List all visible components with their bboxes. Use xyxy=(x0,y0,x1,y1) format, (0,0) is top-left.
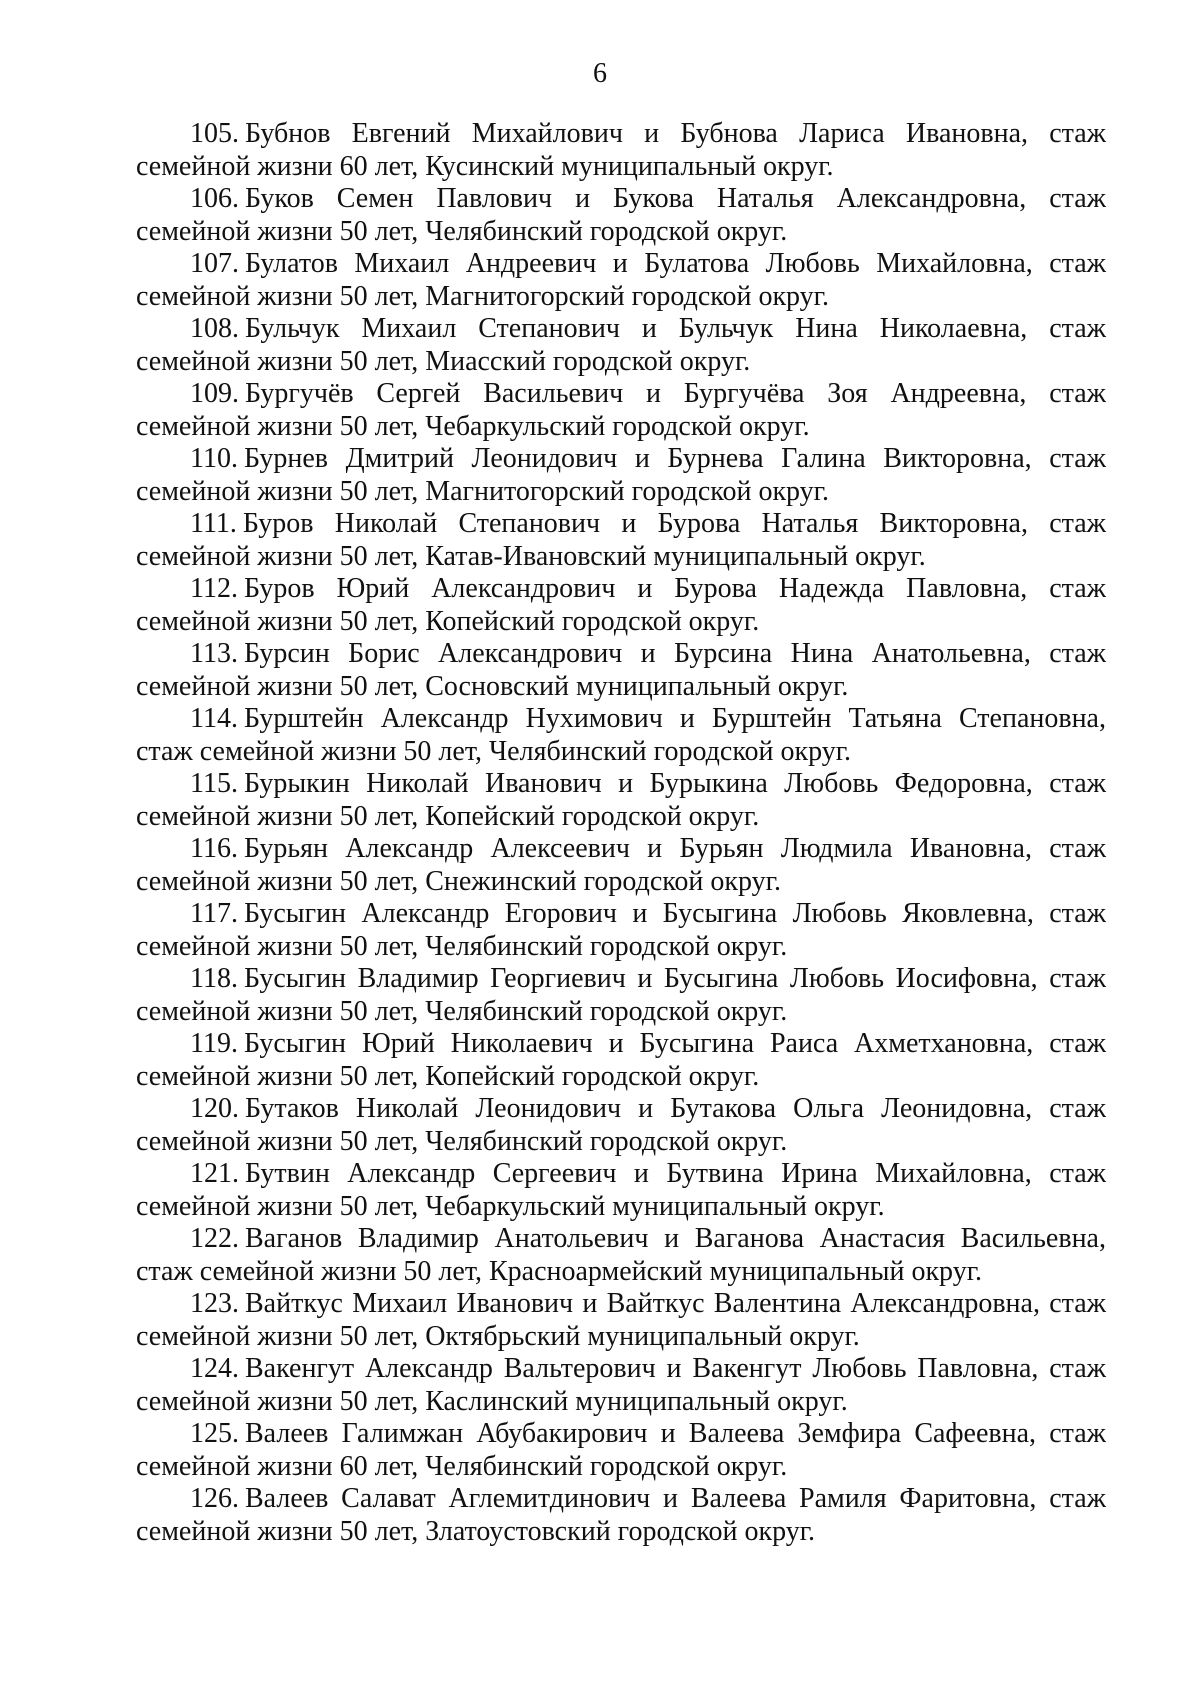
entry-text: Бурьян Александр Алексеевич и Бурьян Людмила Ивановна, стаж семейной жизни 50 лет, Снежинский городской округ. xyxy=(136,833,1106,897)
entry-number: 109. xyxy=(190,378,239,409)
entry-number: 111. xyxy=(190,508,237,539)
entry-text: Валеев Галимжан Абубакирович и Валеева Земфира Сафеевна, стаж семейной жизни 60 лет, Челябинский городской округ. xyxy=(136,1418,1106,1482)
list-item xyxy=(136,508,1106,573)
list-item xyxy=(136,118,1106,183)
list-item xyxy=(136,1353,1106,1418)
entry-text: Бурыкин Николай Иванович и Бурыкина Любовь Федоровна, стаж семейной жизни 50 лет, Копейский городской округ. xyxy=(136,768,1106,832)
list-item xyxy=(136,768,1106,833)
list-item xyxy=(136,898,1106,963)
entry-text: Валеев Салават Аглемитдинович и Валеева Рамиля Фаритовна, стаж семейной жизни 50 лет, Златоустовский городской округ. xyxy=(136,1483,1106,1547)
entry-number: 116. xyxy=(190,833,238,864)
list-item xyxy=(136,1158,1106,1223)
entry-number: 125. xyxy=(190,1418,239,1449)
entry-number: 126. xyxy=(190,1483,239,1514)
entry-text: Бургучёв Сергей Васильевич и Бургучёва Зоя Андреевна, стаж семейной жизни 50 лет, Чебаркульский городской округ. xyxy=(136,378,1106,442)
entry-text: Буров Юрий Александрович и Бурова Надежда Павловна, стаж семейной жизни 50 лет, Копейский городской округ. xyxy=(136,573,1106,637)
entry-number: 108. xyxy=(190,313,239,344)
entry-text: Бутвин Александр Сергеевич и Бутвина Ирина Михайловна, стаж семейной жизни 50 лет, Чебаркульский муниципальный округ. xyxy=(136,1158,1106,1222)
entry-number: 120. xyxy=(190,1093,239,1124)
entry-number: 115. xyxy=(190,768,238,799)
entry-number: 110. xyxy=(190,443,238,474)
list-item xyxy=(136,1223,1106,1288)
entry-text: Вайткус Михаил Иванович и Вайткус Валентина Александровна, стаж семейной жизни 50 лет, Октябрьский муниципальный округ. xyxy=(136,1288,1106,1352)
list-item xyxy=(136,638,1106,703)
list-item xyxy=(136,378,1106,443)
entry-list xyxy=(136,118,1106,1548)
list-item xyxy=(136,1288,1106,1353)
list-item xyxy=(136,1418,1106,1483)
list-item xyxy=(136,703,1106,768)
list-item xyxy=(136,963,1106,1028)
entry-text: Бурштейн Александр Нухимович и Бурштейн Татьяна Степановна, стаж семейной жизни 50 лет, Челябинский городской округ. xyxy=(136,703,1106,767)
entry-text: Бусыгин Юрий Николаевич и Бусыгина Раиса Ахметхановна, стаж семейной жизни 50 лет, Копейский городской округ. xyxy=(136,1028,1106,1092)
entry-number: 121. xyxy=(190,1158,239,1189)
entry-number: 122. xyxy=(190,1223,239,1254)
entry-number: 119. xyxy=(190,1028,238,1059)
list-item xyxy=(136,1483,1106,1548)
entry-text: Буков Семен Павлович и Букова Наталья Александровна, стаж семейной жизни 50 лет, Челябинский городской округ. xyxy=(136,183,1106,247)
entry-text: Бутаков Николай Леонидович и Бутакова Ольга Леонидовна, стаж семейной жизни 50 лет, Челябинский городской округ. xyxy=(136,1093,1106,1157)
entry-number: 112. xyxy=(190,573,238,604)
page-number: 6 xyxy=(593,58,607,89)
entry-text: Буров Николай Степанович и Бурова Наталья Викторовна, стаж семейной жизни 50 лет, Катав-Ивановский муниципальный округ. xyxy=(136,508,1106,572)
entry-text: Ваганов Владимир Анатольевич и Ваганова Анастасия Васильевна, стаж семейной жизни 50 лет, Красноармейский муниципальный округ. xyxy=(136,1223,1106,1287)
entry-text: Бубнов Евгений Михайлович и Бубнова Лариса Ивановна, стаж семейной жизни 60 лет, Кусинский муниципальный округ. xyxy=(136,118,1106,182)
list-item xyxy=(136,313,1106,378)
entry-number: 124. xyxy=(190,1353,239,1384)
entry-text: Вакенгут Александр Вальтерович и Вакенгут Любовь Павловна, стаж семейной жизни 50 лет, Каслинский муниципальный округ. xyxy=(136,1353,1106,1417)
entry-number: 117. xyxy=(190,898,238,929)
list-item xyxy=(136,183,1106,248)
entry-text: Булатов Михаил Андреевич и Булатова Любовь Михайловна, стаж семейной жизни 50 лет, Магнитогорский городской округ. xyxy=(136,248,1106,312)
entry-text: Бусыгин Александр Егорович и Бусыгина Любовь Яковлевна, стаж семейной жизни 50 лет, Челябинский городской округ. xyxy=(136,898,1106,962)
entry-number: 113. xyxy=(190,638,238,669)
list-item xyxy=(136,443,1106,508)
entry-text: Бульчук Михаил Степанович и Бульчук Нина Николаевна, стаж семейной жизни 50 лет, Миасский городской округ. xyxy=(136,313,1106,377)
entry-number: 107. xyxy=(190,248,239,279)
list-item xyxy=(136,1093,1106,1158)
entry-number: 123. xyxy=(190,1288,239,1319)
list-item xyxy=(136,1028,1106,1093)
entry-text: Бусыгин Владимир Георгиевич и Бусыгина Любовь Иосифовна, стаж семейной жизни 50 лет, Челябинский городской округ. xyxy=(136,963,1106,1027)
entry-text: Бурсин Борис Александрович и Бурсина Нина Анатольевна, стаж семейной жизни 50 лет, Сосновский муниципальный округ. xyxy=(136,638,1106,702)
entry-number: 118. xyxy=(190,963,238,994)
entry-text: Бурнев Дмитрий Леонидович и Бурнева Галина Викторовна, стаж семейной жизни 50 лет, Магнитогорский городской округ. xyxy=(136,443,1106,507)
entry-number: 105. xyxy=(190,118,239,149)
list-item xyxy=(136,833,1106,898)
entry-number: 106. xyxy=(190,183,239,214)
entry-number: 114. xyxy=(190,703,238,734)
list-item xyxy=(136,248,1106,313)
list-item xyxy=(136,573,1106,638)
